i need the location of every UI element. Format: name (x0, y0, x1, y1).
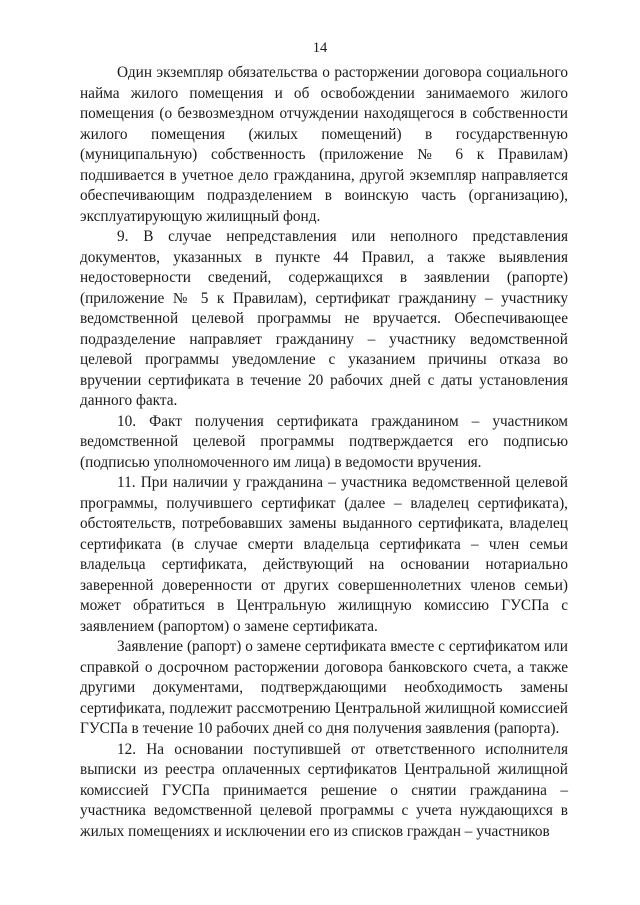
paragraph-10: 10. Факт получения сертификата гражданином – участником ведомственной целевой программы подтверждается его подписью (подписью уполномоченного им лица) в ведомости вручения. (80, 412, 568, 471)
paragraph-12: 12. На основании поступившей от ответственного исполнителя выписки из реестра оплаченных сертификатов Центральной жилищной комиссией ГУСПа принимается решение о снятии гражданина – участника ведомственной целевой программы с учета нуждающихся в жилых помещениях и исключении его из списков граждан – участников (80, 740, 568, 840)
paragraph-obligation-copy: Один экземпляр обязательства о расторжении договора социального найма жилого помещения и об освобождении занимаемого жилого помещения (о безвозмездном отчуждении находящегося в собственности жилого помещения (жилых помещений) в государственную (муниципальную) собственность (приложение № 6 к Правилам) подшивается в учетное дело гражданина, другой экземпляр направляется обеспечивающим подразделением в воинскую часть (организацию), эксплуатирующую жилищный фонд. (80, 64, 568, 225)
paragraph-11: 11. При наличии у гражданина – участника ведомственной целевой программы, получившего сертификат (далее – владелец сертификата), обстоятельств, потребовавших замены выданного сертификата, владелец сертификата (в случае смерти владельца сертификата – член семьи владельца сертификата, действующий на основании нотариально заверенной доверенности от других совершеннолетних членов семьи) может обратиться в Центральную жилищную комиссию ГУСПа с заявлением (рапортом) о замене сертификата. (80, 474, 568, 635)
paragraph-replacement-request: Заявление (рапорт) о замене сертификата вместе с сертификатом или справкой о досрочном расторжении договора банковского счета, а также другими документами, подтверждающими необходимость замены сертификата, подлежит рассмотрению Центральной жилищной комиссией ГУСПа в течение 10 рабочих дней со дня получения заявления (рапорта). (80, 638, 568, 737)
document-body (80, 63, 568, 842)
page-number: 14 (312, 40, 328, 56)
paragraph-9: 9. В случае непредставления или неполного представления документов, указанных в пункте 44 Правил, а также выявления недостоверности сведений, содержащихся в заявлении (рапорте) (приложение № 5 к Правилам), сертификат гражданину – участнику ведомственной целевой программы не вручается. Обеспечивающее подразделение направляет гражданину – участнику ведомственной целевой программы уведомление с указанием причины отказа во вручении сертификата в течение 20 рабочих дней с даты установления данного факта. (80, 228, 568, 409)
